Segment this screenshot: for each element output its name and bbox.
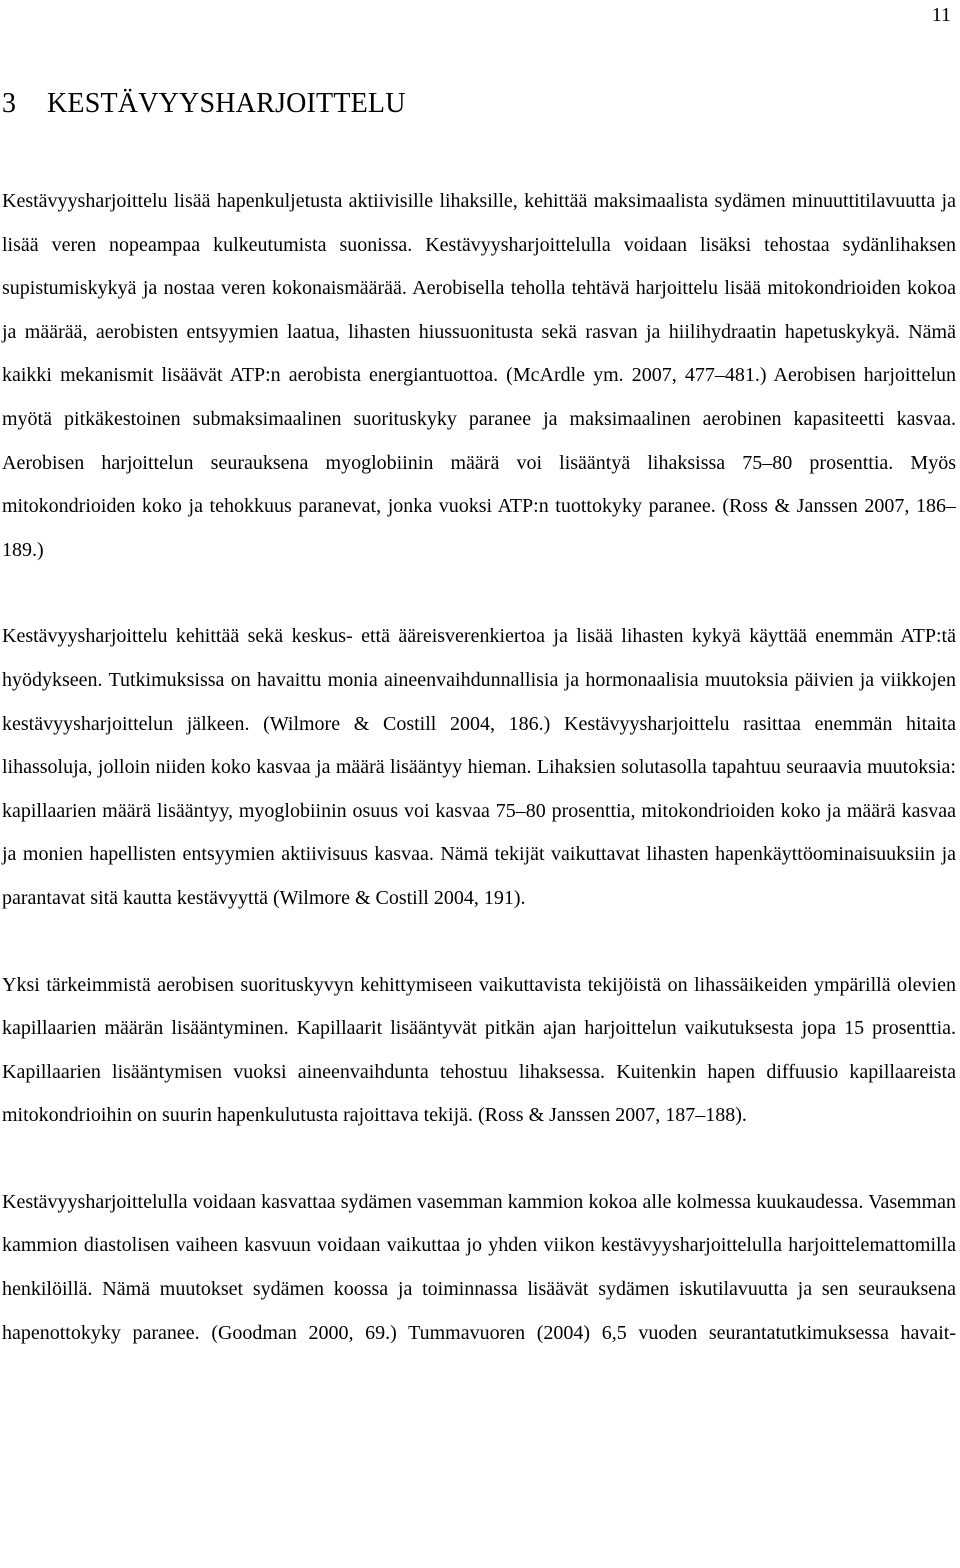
paragraph-4: Kestävyysharjoittelulla voidaan kasvattaa sydämen vasemman kammion kokoa alle kolmessa kuukaudessa. Vasemman kammion diastolisen vaiheen kasvuun voidaan vaikuttaa jo yhden viikon kestävyysharjoittelulla harjoittelemattomilla henkilöillä. Nämä muutokset sydämen koossa ja toiminnassa lisäävät sydämen iskutilavuutta ja sen seurauksena hapenottokyky paranee. (Goodman 2000, 69.) Tummavuoren (2004) 6,5 vuoden seurantatutkimuksessa havait-	[2, 1190, 956, 1344]
paragraph-2: Kestävyysharjoittelu kehittää sekä keskus- että ääreisverenkiertoa ja lisää lihasten kykyä käyttää enemmän ATP:tä hyödykseen. Tutkimuksissa on havaittu monia aineenvaihdunnallisia ja hormonaalisia muutoksia päivien ja viikkojen kestävyysharjoittelun jälkeen. (Wilmore & Costill 2004, 186.) Kestävyysharjoittelu rasittaa enemmän hitaita lihassoluja, jolloin niiden koko kasvaa ja määrä lisääntyy hieman. Lihaksien solutasolla tapahtuu seuraavia muutoksia: kapillaarien määrä lisääntyy, myoglobiinin osuus voi kasvaa 75‒80 prosenttia, mitokondrioiden koko ja määrä kasvaa ja monien hapellisten entsyymien aktiivisuus kasvaa. Nämä tekijät vaikuttavat lihasten hapenkäyttöominaisuuksiin ja parantavat sitä kautta kestävyyttä (Wilmore & Costill 2004, 191).	[2, 625, 956, 909]
paragraph-3: Yksi tärkeimmistä aerobisen suorituskyvyn kehittymiseen vaikuttavista tekijöistä on lihassäikeiden ympärillä olevien kapillaarien määrän lisääntyminen. Kapillaarit lisääntyvät pitkän ajan harjoittelun vaikutuksesta jopa 15 prosenttia. Kapillaarien lisääntymisen vuoksi aineenvaihdunta tehostuu lihaksessa. Kuitenkin hapen diffuusio kapillaareista mitokondrioihin on suurin hapenkulutusta rajoittava tekijä. (Ross & Janssen 2007, 187‒188).	[2, 973, 956, 1127]
page-number: 11	[931, 4, 951, 26]
chapter-title: KESTÄVYYSHARJOITTELU	[47, 88, 406, 119]
body-text	[2, 180, 956, 1398]
chapter-heading	[2, 86, 406, 122]
chapter-number: 3	[2, 88, 17, 119]
paragraph-1: Kestävyysharjoittelu lisää hapenkuljetusta aktiivisille lihaksille, kehittää maksimaalista sydämen minuuttitilavuutta ja lisää veren nopeampaa kulkeutumista suonissa. Kestävyysharjoittelulla voidaan lisäksi tehostaa sydänlihaksen supistumiskykyä ja nostaa veren kokonaismäärää. Aerobisella teholla tehtävä harjoittelu lisää mitokondrioiden kokoa ja määrää, aerobisten entsyymien laatua, lihasten hiussuonitusta sekä rasvan ja hiilihydraatin hapetuskykyä. Nämä kaikki mekanismit lisäävät ATP:n aerobista energiantuottoa. (McArdle ym. 2007, 477‒481.) Aerobisen harjoittelun myötä pitkäkestoinen submaksimaalinen suorituskyky paranee ja maksimaalinen aerobinen kapasiteetti kasvaa. Aerobisen harjoittelun seurauksena myoglobiinin määrä voi lisääntyä lihaksissa 75‒80 prosenttia. Myös mitokondrioiden koko ja tehokkuus paranevat, jonka vuoksi ATP:n tuottokyky paranee. (Ross & Janssen 2007, 186‒189.)	[2, 190, 956, 561]
